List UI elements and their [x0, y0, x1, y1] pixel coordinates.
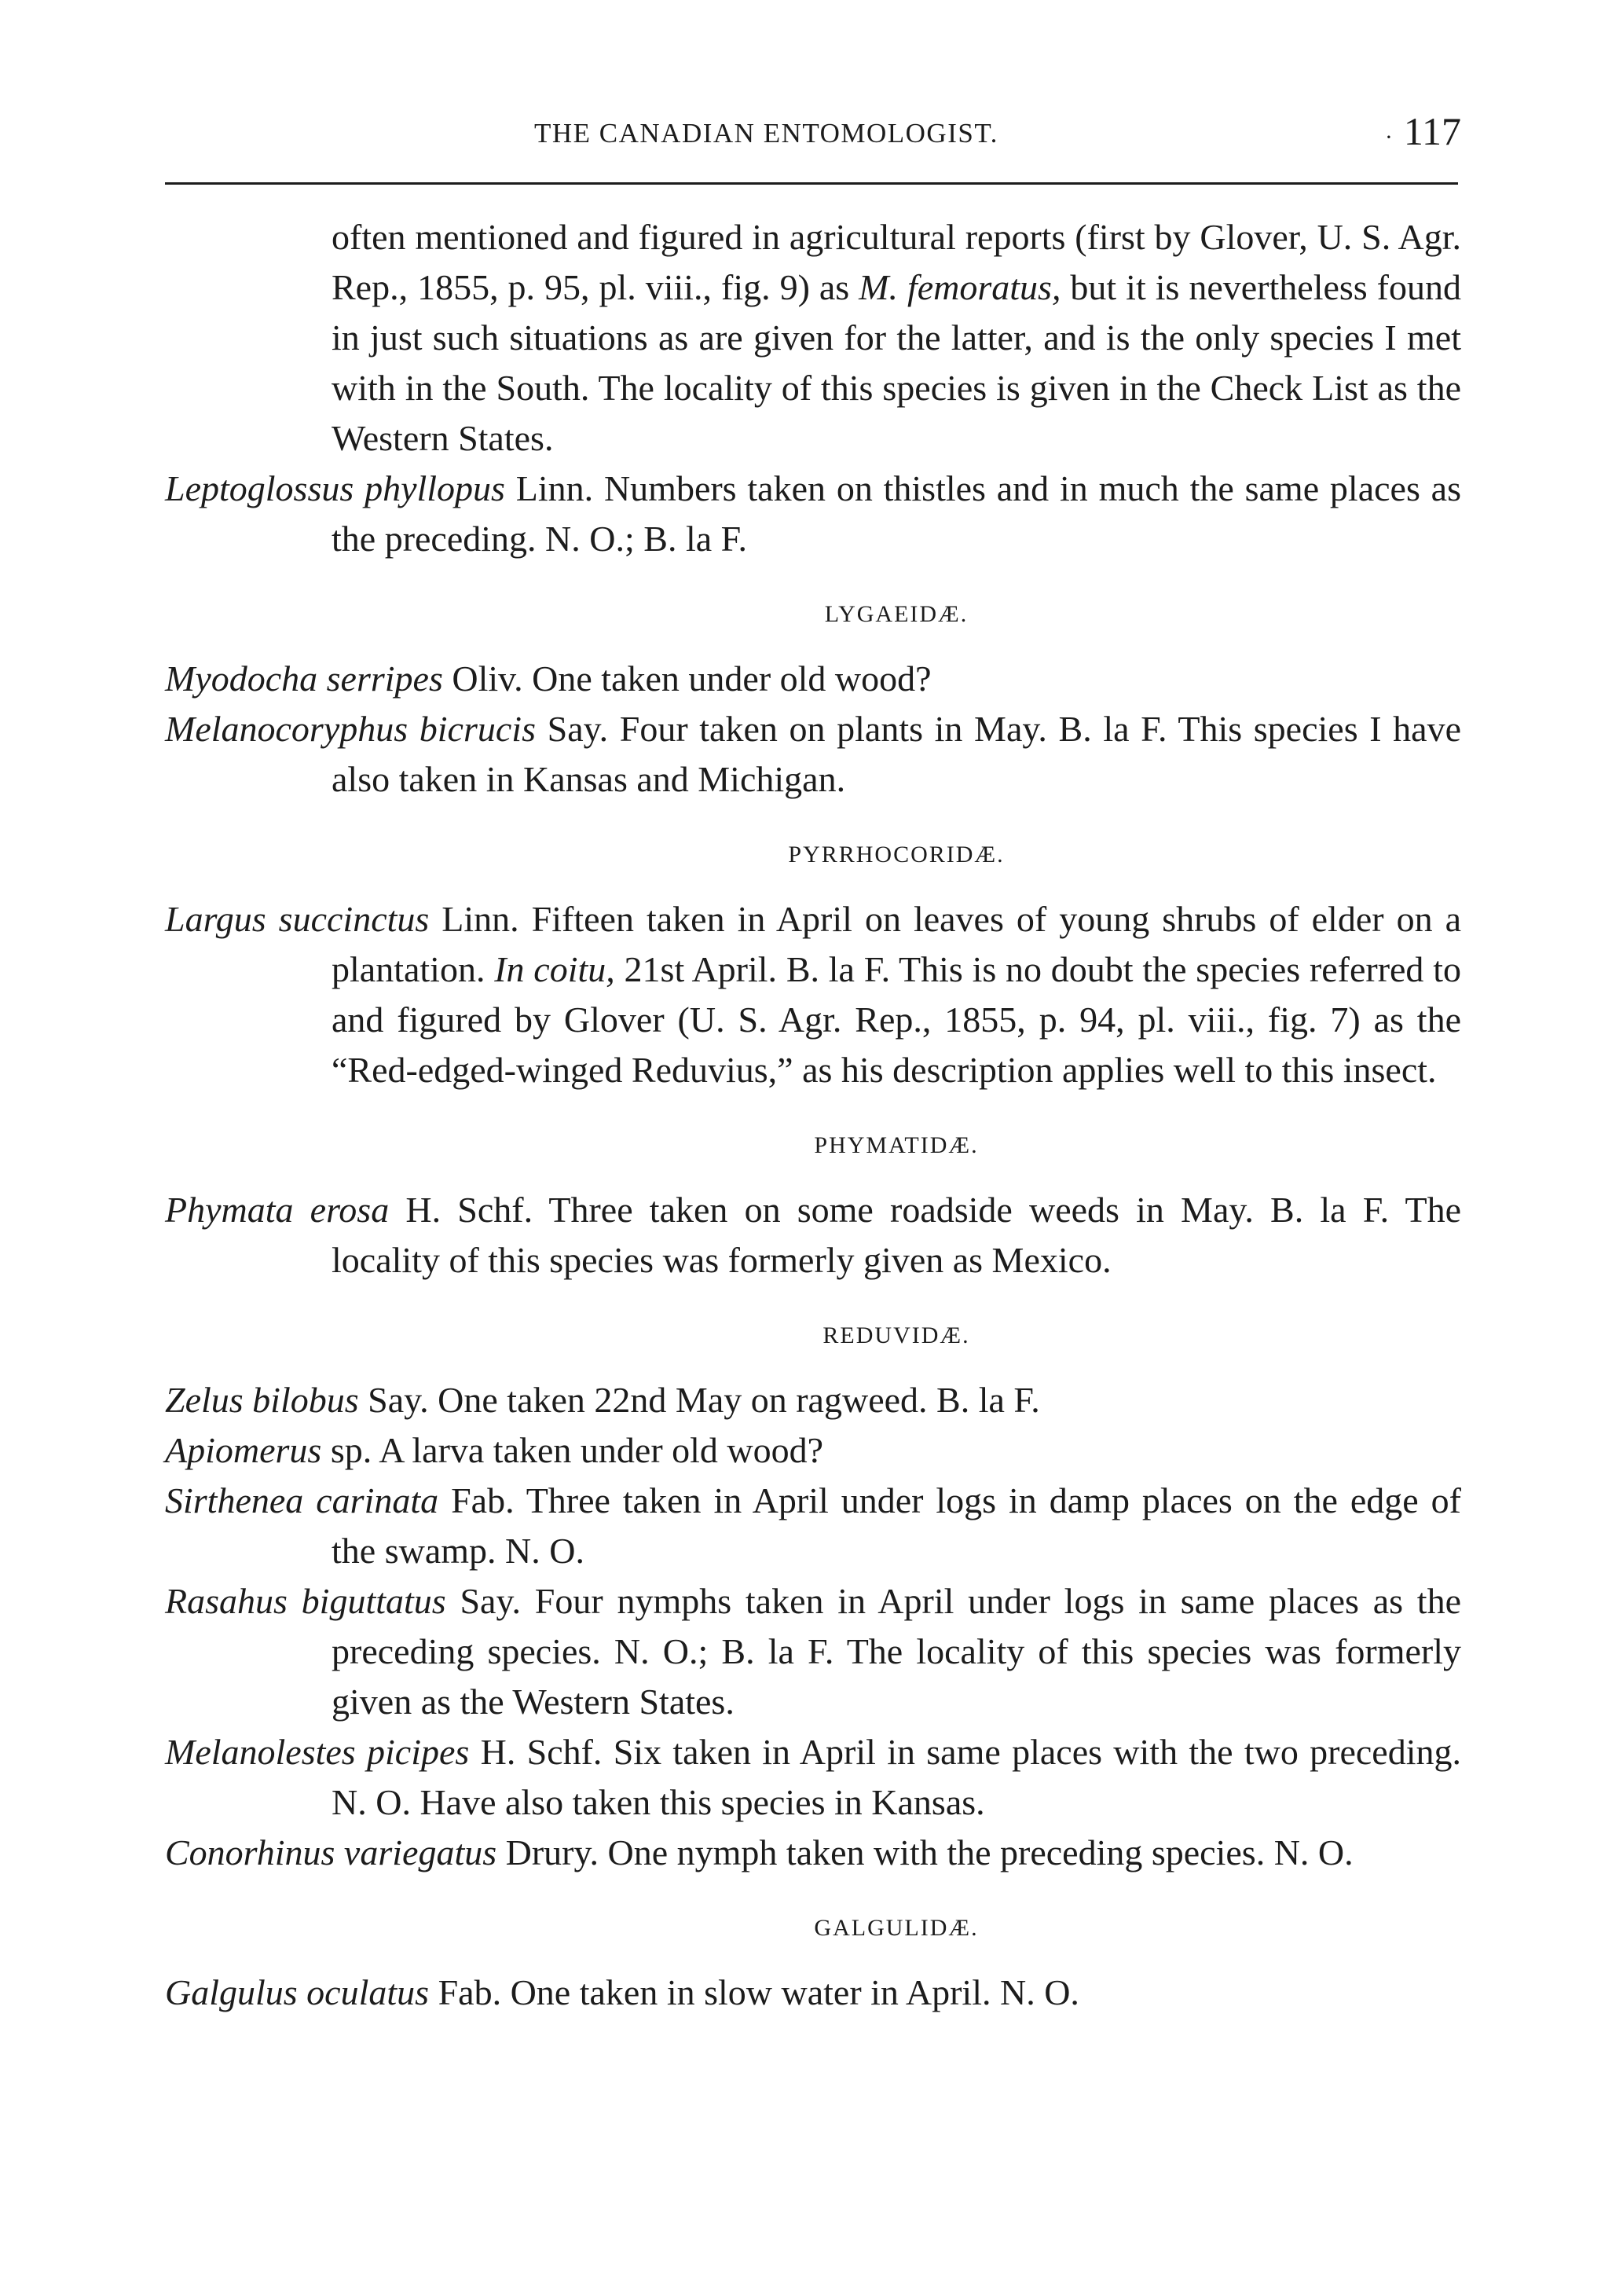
species-entry: [165, 1828, 1461, 1878]
species-name: Myodocha serripes: [165, 658, 443, 699]
species-entry: [165, 1727, 1461, 1828]
entry-text: Say. Four nymphs taken in April under logs in same places as the preceding species. N. O.; B. la F. The locality of this species was formerly given as the Western States.: [332, 1581, 1461, 1722]
entry-text: Linn. Numbers taken on thistles and in much the same places as the preceding. N. O.; B. la F.: [332, 468, 1461, 559]
species-name: Rasahus biguttatus: [165, 1581, 446, 1621]
species-name: Galgulus oculatus: [165, 1972, 430, 2012]
entry-text: sp. A larva taken under old wood?: [321, 1430, 824, 1470]
species-entry: [165, 1185, 1461, 1286]
entry-text: Drury. One nymph taken with the preceding species. N. O.: [496, 1832, 1354, 1872]
entry-text: Linn. Fifteen taken in April on leaves of young shrubs of elder on a plantation.: [332, 899, 1461, 989]
family-heading: REDUVIDÆ.: [822, 1322, 970, 1348]
species-name: Conorhinus variegatus: [165, 1832, 497, 1872]
species-entry: [165, 1968, 1461, 2018]
entry-text: Oliv. One taken under old wood?: [442, 658, 932, 699]
species-name: Zelus bilobus: [165, 1380, 359, 1420]
entry-text: 21st April. B. la F. This is no doubt the species referred to and figured by Glover (U. S. Agr. Rep., 1855, p. 94, pl. viii., fig. 7) as the “Red-edged-winged Reduvius,” as his description applies well to this insect.: [332, 949, 1461, 1090]
header-rule: [165, 182, 1458, 185]
species-name: Melanocoryphus bicrucis: [165, 709, 536, 749]
running-title: THE CANADIAN ENTOMOLOGIST.: [534, 118, 998, 149]
entry-text: H. Schf. Three taken on some roadside weeds in May. B. la F. The locality of this species was formerly given as Mexico.: [332, 1190, 1461, 1280]
species-entry: [165, 894, 1461, 1095]
page-number-wrap: · 117: [1384, 109, 1461, 153]
species-entry: [165, 1375, 1461, 1425]
species-entry: [165, 654, 1461, 704]
entry-text: Say. Four taken on plants in May. B. la F. This species I have also taken in Kansas and Michigan.: [332, 709, 1461, 799]
entry-italic-text: In coitu,: [494, 949, 615, 989]
family-heading: LYGAEIDÆ.: [824, 601, 969, 627]
entry-text: Fab. One taken in slow water in April. N. O.: [429, 1972, 1079, 2012]
page-header: [330, 108, 1461, 163]
entry-text: H. Schf. Six taken in April in same places with the two preceding. N. O. Have also taken this species in Kansas.: [332, 1732, 1461, 1822]
family-heading: PYRRHOCORIDÆ.: [788, 842, 1005, 867]
species-name: Apiomerus: [165, 1430, 322, 1470]
species-name: Largus succinctus: [165, 899, 430, 939]
family-heading: PHYMATIDÆ.: [814, 1132, 979, 1158]
species-entry: [165, 464, 1461, 564]
family-heading: GALGULIDÆ.: [814, 1915, 979, 1941]
species-name: Phymata erosa: [165, 1190, 390, 1230]
entry-text: Say. One taken 22nd May on ragweed. B. la F.: [358, 1380, 1040, 1420]
species-name: Melanolestes picipes: [165, 1732, 470, 1772]
species-entry: [165, 1425, 1461, 1476]
intro-paragraph: often mentioned and figured in agricultural reports (first by Glover, U. S. Agr. Rep., 1855, p. 95, pl. viii., fig. 9) as M. femoratus, but it is nevertheless found in just such situations as are given for the latter, and is the only species I met with in the South. The locality of this species is given in the Check List as the Western States.: [332, 217, 1461, 458]
page-number: 117: [1403, 109, 1461, 153]
entry-text: Fab. Three taken in April under logs in damp places on the edge of the swamp. N. O.: [332, 1480, 1461, 1571]
species-name: Leptoglossus phyllopus: [165, 468, 505, 508]
species-name: Sirthenea carinata: [165, 1480, 439, 1520]
species-entry: [165, 704, 1461, 805]
species-entry: [165, 1476, 1461, 1576]
article-body: [165, 212, 1461, 2018]
species-entry: [165, 1576, 1461, 1727]
